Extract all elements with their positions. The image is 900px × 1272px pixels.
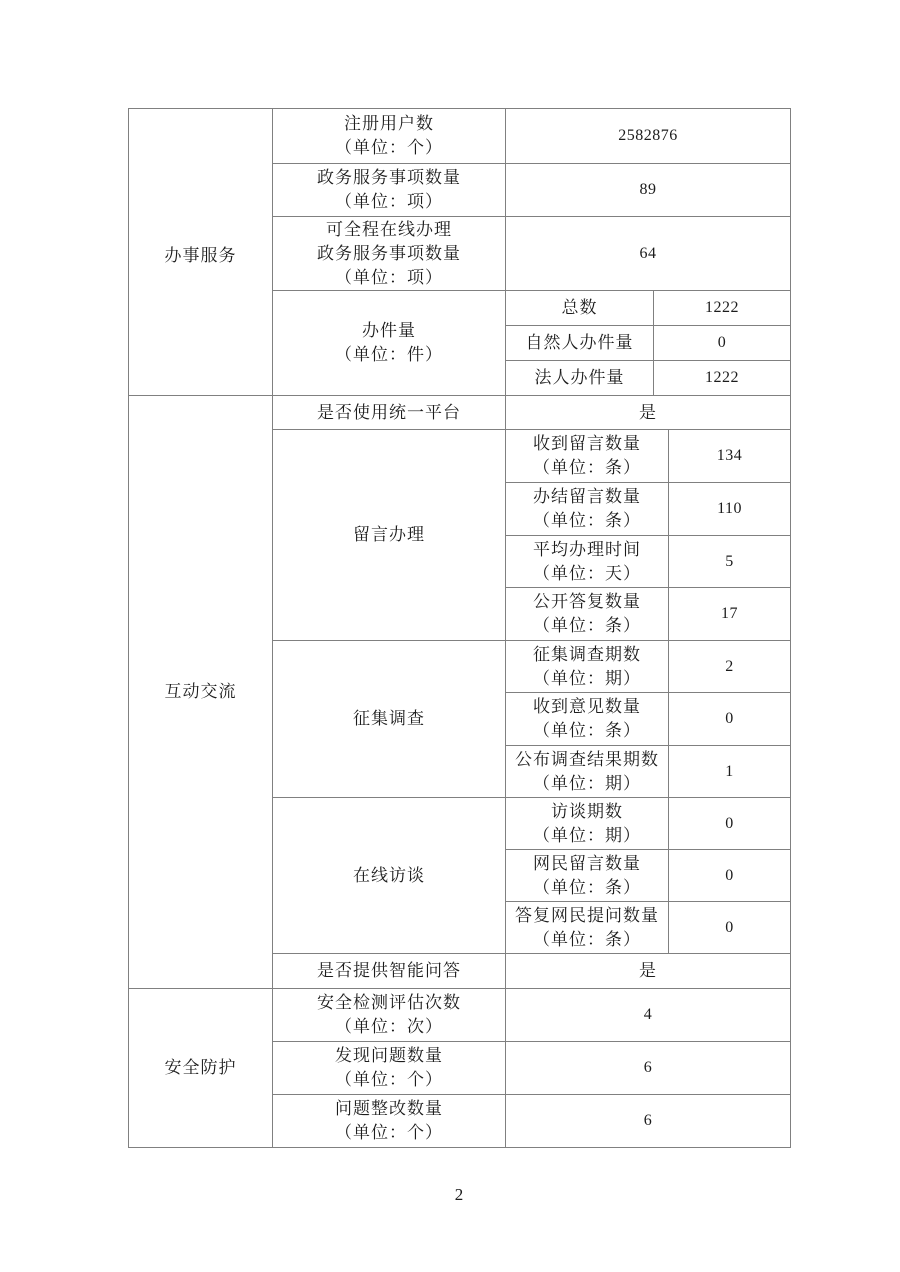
category-label: 互动交流 xyxy=(164,682,237,701)
group-unit: （单位：件） xyxy=(335,345,443,364)
group-label: 办件量 xyxy=(362,321,416,340)
row-label: 可全程在线办理 xyxy=(326,219,452,239)
category-label: 安全防护 xyxy=(164,1058,237,1077)
subrow-label-cell xyxy=(506,430,669,483)
subrow-label-cell xyxy=(506,902,669,954)
subrow-label-cell xyxy=(506,850,669,902)
row-label: 问题整改数量 xyxy=(335,1099,443,1118)
row-label-cell xyxy=(273,1042,506,1095)
subrow-label: 总数 xyxy=(506,291,654,326)
subrow-label: 办结留言数量 xyxy=(533,487,641,506)
group-label: 留言办理 xyxy=(353,525,425,544)
row-unit: （单位：个） xyxy=(335,1070,443,1089)
row-label: 注册用户数 xyxy=(344,114,434,133)
row-value: 64 xyxy=(506,217,791,291)
subrow-unit: （单位：条） xyxy=(533,929,641,949)
group-label-cell xyxy=(273,798,506,954)
group-label-cell xyxy=(273,641,506,798)
subrow-label-cell xyxy=(506,746,669,798)
row-value: 6 xyxy=(506,1095,791,1148)
row-label: 是否使用统一平台 xyxy=(273,396,506,430)
row-unit: （单位：个） xyxy=(335,138,443,157)
category-cell-security xyxy=(129,989,273,1148)
subrow-unit: （单位：条） xyxy=(533,458,641,477)
subrow-label: 收到留言数量 xyxy=(533,434,641,453)
row-label: 发现问题数量 xyxy=(335,1046,443,1065)
subrow-value: 134 xyxy=(669,430,791,483)
subrow-label: 法人办件量 xyxy=(506,361,654,396)
subrow-unit: （单位：条） xyxy=(533,721,641,740)
row-label-cell xyxy=(273,164,506,217)
subrow-value: 110 xyxy=(669,483,791,536)
group-label: 征集调查 xyxy=(353,709,425,728)
subrow-unit: （单位：期） xyxy=(533,773,641,793)
subrow-label: 平均办理时间 xyxy=(533,539,641,559)
subrow-value: 0 xyxy=(669,693,791,746)
row-unit: （单位：项） xyxy=(335,192,443,211)
page-number: 2 xyxy=(454,1185,464,1204)
subrow-label-cell xyxy=(506,641,669,693)
group-label: 在线访谈 xyxy=(353,865,425,885)
subrow-label-cell xyxy=(506,536,669,588)
subrow-unit: （单位：条） xyxy=(533,616,641,635)
subrow-value: 1222 xyxy=(654,361,791,396)
subrow-value: 2 xyxy=(669,641,791,693)
row-unit: （单位：个） xyxy=(335,1123,443,1142)
subrow-unit: （单位：期） xyxy=(533,825,641,845)
subrow-value: 5 xyxy=(669,536,791,588)
row-label-line2: 政务服务事项数量 xyxy=(317,243,461,263)
row-label: 是否提供智能问答 xyxy=(273,954,506,989)
category-label: 办事服务 xyxy=(164,246,237,265)
subrow-value: 0 xyxy=(669,850,791,902)
subrow-value: 0 xyxy=(669,798,791,850)
subrow-unit: （单位：期） xyxy=(533,668,641,688)
subrow-label: 网民留言数量 xyxy=(533,853,641,873)
subrow-value: 1222 xyxy=(654,291,791,326)
row-label: 政务服务事项数量 xyxy=(317,168,461,187)
row-label: 安全检测评估次数 xyxy=(317,993,461,1012)
subrow-unit: （单位：天） xyxy=(533,563,641,583)
subrow-label: 答复网民提问数量 xyxy=(515,905,659,925)
subrow-label-cell xyxy=(506,798,669,850)
subrow-value: 17 xyxy=(669,588,791,641)
row-value: 是 xyxy=(506,954,791,989)
subrow-label: 征集调查期数 xyxy=(533,644,641,664)
subrow-label-cell xyxy=(506,693,669,746)
row-value: 4 xyxy=(506,989,791,1042)
subrow-value: 0 xyxy=(669,902,791,954)
group-label-cell xyxy=(273,430,506,641)
row-unit: （单位：次） xyxy=(335,1017,443,1036)
subrow-label: 收到意见数量 xyxy=(533,697,641,716)
subrow-unit: （单位：条） xyxy=(533,511,641,530)
group-label-cell xyxy=(273,291,506,396)
category-cell-interaction xyxy=(129,396,273,989)
category-cell-service xyxy=(129,109,273,396)
subrow-value: 1 xyxy=(669,746,791,798)
subrow-label: 公布调查结果期数 xyxy=(515,749,659,769)
row-value: 6 xyxy=(506,1042,791,1095)
report-table xyxy=(128,108,791,1148)
subrow-label: 访谈期数 xyxy=(551,801,623,821)
subrow-label-cell xyxy=(506,483,669,536)
row-value: 89 xyxy=(506,164,791,217)
subrow-unit: （单位：条） xyxy=(533,877,641,897)
subrow-label-cell xyxy=(506,588,669,641)
row-value: 是 xyxy=(506,396,791,430)
row-label-cell xyxy=(273,1095,506,1148)
subrow-label: 公开答复数量 xyxy=(533,592,641,611)
subrow-value: 0 xyxy=(654,326,791,361)
row-label-cell xyxy=(273,989,506,1042)
row-label-cell xyxy=(273,217,506,291)
row-value: 2582876 xyxy=(506,109,791,164)
subrow-label: 自然人办件量 xyxy=(506,326,654,361)
row-unit: （单位：项） xyxy=(335,267,443,287)
row-label-cell xyxy=(273,109,506,164)
